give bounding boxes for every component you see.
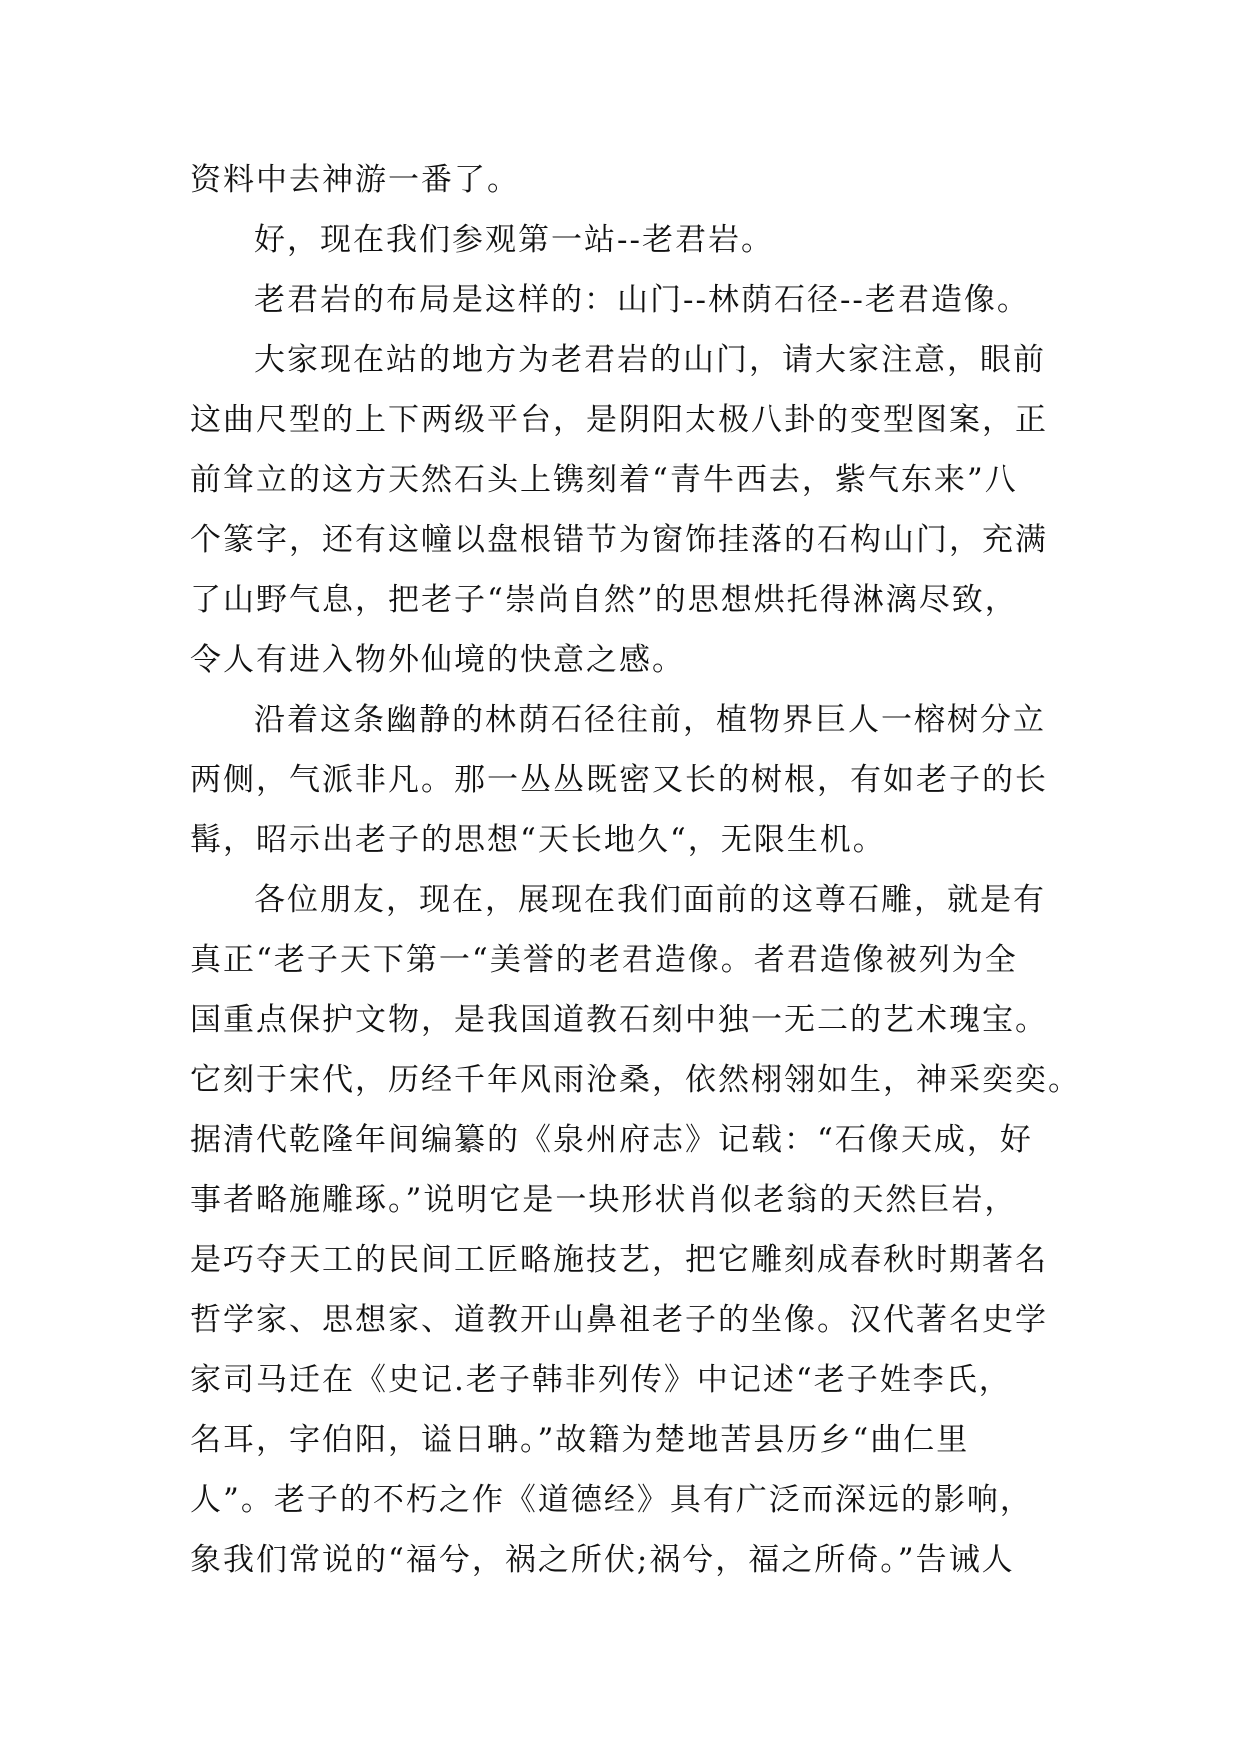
- text-line: 国重点保护文物，是我国道教石刻中独一无二的艺术瑰宝。: [190, 1002, 1048, 1038]
- text-line: 各位朋友，现在，展现在我们面前的这尊石雕，就是有: [254, 882, 1046, 918]
- text-line: 这曲尺型的上下两级平台，是阴阳太极八卦的变型图案，正: [190, 402, 1048, 438]
- text-line: 它刻于宋代，历经千年风雨沧桑，依然栩翎如生，神采奕奕。: [190, 1062, 1081, 1098]
- text-line: 大家现在站的地方为老君岩的山门，请大家注意，眼前: [254, 342, 1046, 378]
- text-line: 沿着这条幽静的林荫石径往前，植物界巨人一榕树分立: [254, 702, 1046, 738]
- text-line: 前耸立的这方天然石头上镌刻着“青牛西去，紫气东来”八: [190, 462, 1018, 498]
- text-line: 家司马迁在《史记.老子韩非列传》中记述“老子姓李氏，: [190, 1362, 1012, 1398]
- text-line: 事者略施雕琢。”说明它是一块形状肖似老翁的天然巨岩，: [190, 1182, 1018, 1218]
- text-line: 人”。老子的不朽之作《道德经》具有广泛而深远的影响，: [190, 1482, 1033, 1518]
- text-line: 个篆字，还有这幢以盘根错节为窗饰挂落的石构山门，充满: [190, 522, 1048, 558]
- text-line: 据清代乾隆年间编纂的《泉州府志》记载：“石像天成，好: [190, 1122, 1033, 1158]
- text-line: 象我们常说的“福兮，祸之所伏;祸兮，福之所倚。”告诫人: [190, 1542, 1015, 1578]
- text-line: 令人有进入物外仙境的快意之感。: [190, 642, 685, 678]
- text-line: 哲学家、思想家、道教开山鼻祖老子的坐像。汉代著名史学: [190, 1302, 1048, 1338]
- text-line: 了山野气息，把老子“崇尚自然”的思想烘托得淋漓尽致，: [190, 582, 1018, 618]
- text-line: 是巧夺天工的民间工匠略施技艺，把它雕刻成春秋时期著名: [190, 1242, 1048, 1278]
- text-line: 老君岩的布局是这样的：山门--林荫石径--老君造像。: [254, 282, 1030, 318]
- text-line: 髯，昭示出老子的思想“天长地久“，无限生机。: [190, 822, 886, 858]
- text-line: 真正“老子天下第一“美誉的老君造像。者君造像被列为全: [190, 942, 1018, 978]
- text-line: 两侧，气派非凡。那一丛丛既密又长的树根，有如老子的长: [190, 762, 1048, 798]
- text-line: 名耳，字伯阳，谥日聃。”故籍为楚地苦县历乡“曲仁里: [190, 1422, 970, 1458]
- body-text: [190, 150, 1081, 1590]
- text-line: 好，现在我们参观第一站--老君岩。: [254, 222, 774, 258]
- text-line: 资料中去神游一番了。: [190, 162, 520, 198]
